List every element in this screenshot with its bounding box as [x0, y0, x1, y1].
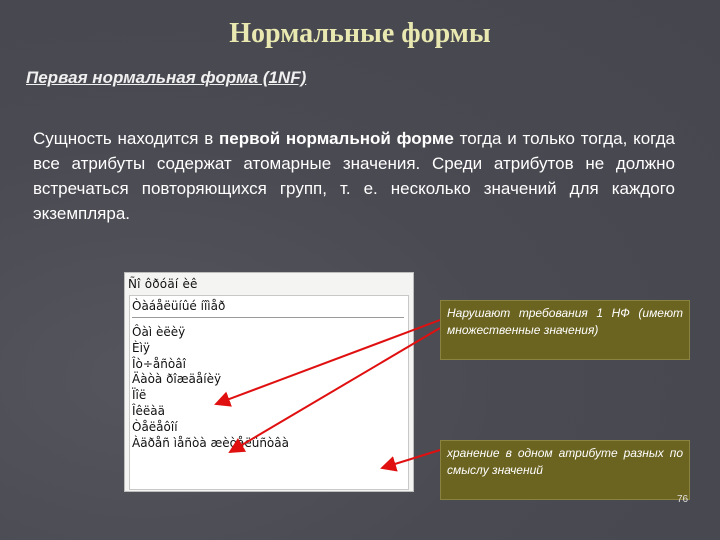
attribute-item: Îêëàä	[132, 403, 166, 418]
attribute-item: Àäðåñ ìåñòà æèòåëüñòâà	[132, 435, 289, 450]
page-number: 76	[677, 494, 689, 505]
entity-key-attribute: Òàáåëüíûé íîìåð	[132, 299, 226, 313]
slide-subtitle: Первая нормальная форма (1NF)	[26, 68, 307, 87]
attribute-item: Ôàì èëèÿ	[132, 325, 186, 339]
attribute-item: Äàòà ðîæäåíèÿ	[132, 372, 222, 387]
attribute-item: Ïîë	[132, 388, 147, 403]
attribute-item: Òåëåôîí	[132, 419, 178, 434]
arrow-to-address	[382, 450, 440, 468]
slide-title: Нормальные формы	[229, 18, 491, 49]
storage-note: хранение в одном атрибуте разных по смыслу значений	[440, 440, 690, 500]
paragraph-text-start: Сущность находится в	[33, 129, 219, 148]
violation-note: Нарушают требования 1 НФ (имеют множественные значения)	[440, 300, 690, 360]
entity-header: Ñî ôðóäí èê	[128, 277, 198, 291]
attribute-item: Îò÷åñòâî	[132, 356, 186, 371]
arrow-to-fields-lower	[230, 328, 440, 452]
paragraph-bold-term: первой нормальной форме	[218, 129, 454, 148]
paragraph-text-end: тогда и только тогда, когда все атрибуты содержат атомарные значения. Среди атрибутов не должно встречаться повторяющихся групп, т. е. несколько значений для каждого экземпляра.	[33, 129, 675, 223]
arrow-to-fields-upper	[216, 320, 440, 404]
attribute-item: Èìÿ	[132, 340, 151, 355]
